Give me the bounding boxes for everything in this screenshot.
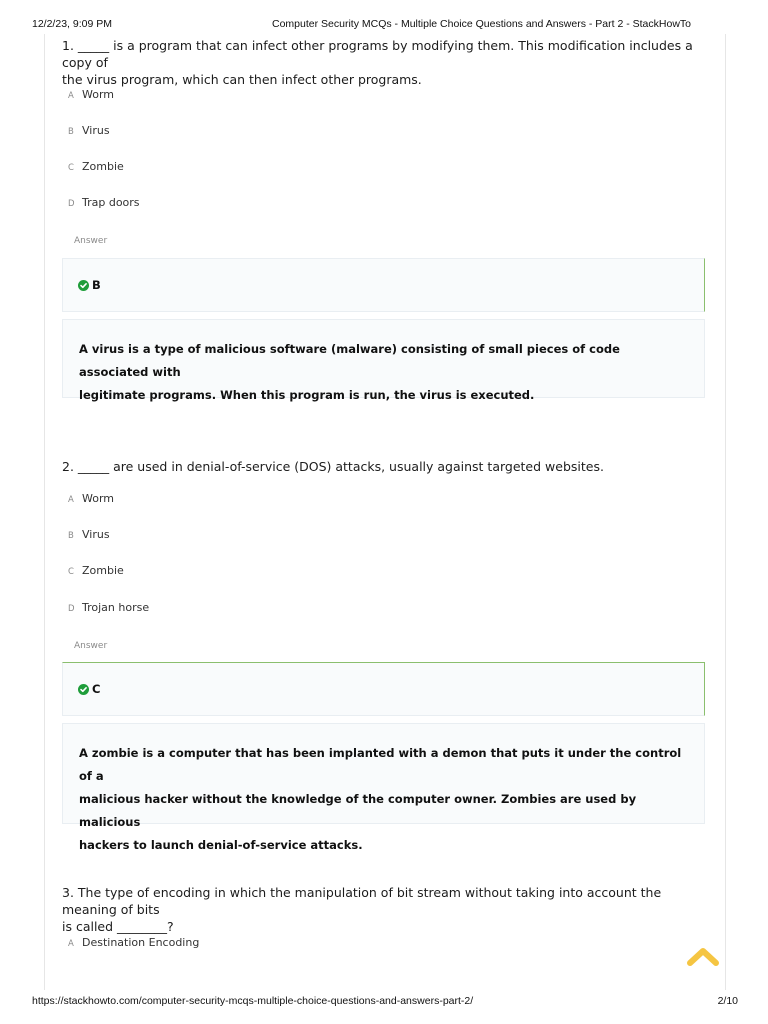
option-letter: A — [68, 91, 74, 101]
question-3-option-a[interactable] — [68, 936, 199, 952]
option-letter: C — [68, 567, 74, 577]
option-letter: C — [68, 163, 74, 173]
option-text: Worm — [82, 492, 115, 505]
question-2-explanation: A zombie is a computer that has been implanted with a demon that puts it under the control of a malicious hacker without the knowledge of the computer owner. Zombies are used by malicious hackers to launch denial-of-service attacks. — [62, 723, 705, 824]
question-3-text: 3. The type of encoding in which the manipulation of bit stream without taking into account the meaning of bits is called ________? — [62, 885, 662, 934]
option-text: Zombie — [82, 564, 124, 577]
option-text: Zombie — [82, 160, 124, 173]
print-header — [30, 18, 738, 32]
option-letter: A — [68, 495, 74, 505]
question-2-answer-toggle[interactable]: Answer — [74, 641, 108, 651]
question-1-option-a[interactable] — [68, 88, 114, 104]
question-2-answer-box — [62, 662, 705, 716]
check-circle-icon — [78, 684, 89, 695]
print-date: 12/2/23, 9:09 PM — [32, 18, 112, 30]
question-1-option-c[interactable] — [68, 160, 124, 176]
question-2-option-b[interactable] — [68, 528, 110, 544]
chevron-up-icon — [686, 944, 720, 968]
option-letter: D — [68, 604, 75, 614]
scroll-to-top-button[interactable] — [686, 944, 720, 968]
question-1-answer-toggle[interactable]: Answer — [74, 236, 108, 246]
question-2-text: 2. _____ are used in denial-of-service (DOS) attacks, usually against targeted websites. — [62, 459, 604, 474]
question-1-option-d[interactable] — [68, 196, 140, 212]
option-letter: A — [68, 939, 74, 949]
option-letter: B — [68, 531, 74, 541]
option-text: Virus — [82, 124, 110, 137]
question-2-option-c[interactable] — [68, 564, 124, 580]
question-2-option-a[interactable] — [68, 492, 114, 508]
option-text: Virus — [82, 528, 110, 541]
print-url: https://stackhowto.com/computer-security-mcqs-multiple-choice-questions-and-answers-part-2/ — [32, 995, 474, 1007]
page-number: 2/10 — [717, 995, 738, 1007]
check-circle-icon — [78, 280, 89, 291]
question-1-text: 1. _____ is a program that can infect other programs by modifying them. This modification includes a copy of the virus program, which can then infect other programs. — [62, 38, 693, 87]
question-1-answer-box — [62, 258, 705, 312]
option-text: Destination Encoding — [82, 936, 200, 949]
option-letter: B — [68, 127, 74, 137]
question-1-option-b[interactable] — [68, 124, 110, 140]
option-letter: D — [68, 199, 75, 209]
option-text: Trojan horse — [82, 601, 150, 614]
option-text: Trap doors — [82, 196, 140, 209]
correct-answer: B — [92, 278, 101, 292]
option-text: Worm — [82, 88, 115, 101]
question-2-option-d[interactable] — [68, 601, 149, 617]
correct-answer: C — [92, 682, 101, 696]
print-page-title: Computer Security MCQs - Multiple Choice Questions and Answers - Part 2 - StackHowTo — [272, 18, 691, 30]
print-footer — [30, 995, 738, 1009]
question-1-explanation: A virus is a type of malicious software (malware) consisting of small pieces of code associated with legitimate programs. When this program is run, the virus is executed. — [62, 319, 705, 398]
